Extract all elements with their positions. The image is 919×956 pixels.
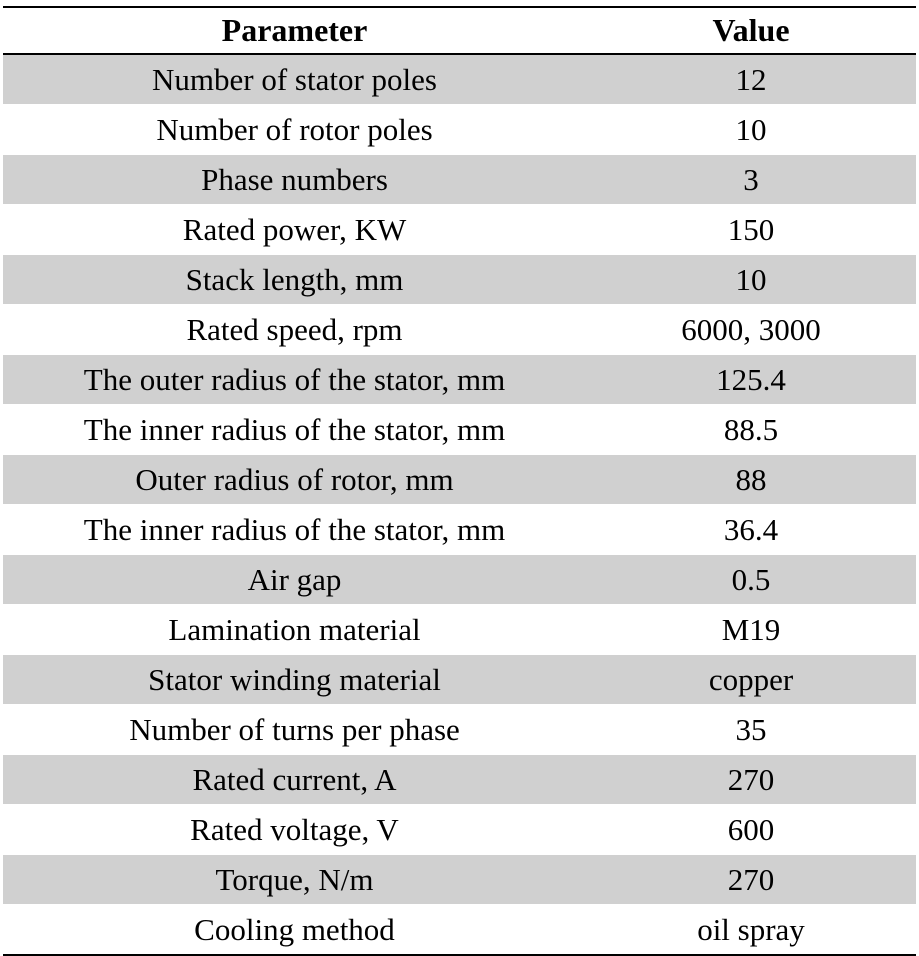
table-row <box>3 555 916 605</box>
table-row <box>3 805 916 855</box>
cell-value: 88.5 <box>586 405 916 455</box>
cell-parameter: Air gap <box>3 555 586 605</box>
cell-value: 88 <box>586 455 916 505</box>
cell-value: M19 <box>586 605 916 655</box>
table-row <box>3 455 916 505</box>
table-row <box>3 505 916 555</box>
cell-parameter: Phase numbers <box>3 155 586 205</box>
cell-parameter: Rated current, A <box>3 755 586 805</box>
cell-parameter: Stator winding material <box>3 655 586 705</box>
cell-value: 10 <box>586 255 916 305</box>
cell-value: 150 <box>586 205 916 255</box>
header-row <box>3 7 916 54</box>
table-header <box>3 7 916 54</box>
table-row <box>3 54 916 105</box>
cell-parameter: Cooling method <box>3 905 586 956</box>
cell-value: copper <box>586 655 916 705</box>
table-row <box>3 655 916 705</box>
table-row <box>3 305 916 355</box>
cell-parameter: Number of stator poles <box>3 54 586 105</box>
table-row <box>3 405 916 455</box>
header-value: Value <box>712 12 790 48</box>
table-row <box>3 705 916 755</box>
cell-parameter: Rated speed, rpm <box>3 305 586 355</box>
cell-parameter: Rated power, KW <box>3 205 586 255</box>
parameter-table-container <box>3 6 916 956</box>
table-row <box>3 755 916 805</box>
cell-value: 3 <box>586 155 916 205</box>
parameter-table <box>3 6 916 956</box>
cell-value: 10 <box>586 105 916 155</box>
cell-parameter: Outer radius of rotor, mm <box>3 455 586 505</box>
cell-parameter: The inner radius of the stator, mm <box>3 405 586 455</box>
cell-value: 6000, 3000 <box>586 305 916 355</box>
table-row <box>3 105 916 155</box>
header-parameter: Parameter <box>221 12 368 48</box>
cell-parameter: Lamination material <box>3 605 586 655</box>
cell-parameter: Number of turns per phase <box>3 705 586 755</box>
table-row <box>3 205 916 255</box>
table-row <box>3 905 916 956</box>
cell-value: 125.4 <box>586 355 916 405</box>
cell-parameter: Rated voltage, V <box>3 805 586 855</box>
cell-parameter: The inner radius of the stator, mm <box>3 505 586 555</box>
cell-value: oil spray <box>586 905 916 956</box>
cell-value: 36.4 <box>586 505 916 555</box>
cell-parameter: Torque, N/m <box>3 855 586 905</box>
cell-parameter: The outer radius of the stator, mm <box>3 355 586 405</box>
cell-value: 600 <box>586 805 916 855</box>
table-row <box>3 355 916 405</box>
table-row <box>3 855 916 905</box>
table-row <box>3 605 916 655</box>
cell-value: 12 <box>586 54 916 105</box>
table-row <box>3 255 916 305</box>
cell-value: 0.5 <box>586 555 916 605</box>
cell-value: 35 <box>586 705 916 755</box>
cell-value: 270 <box>586 855 916 905</box>
table-body <box>3 54 916 955</box>
table-row <box>3 155 916 205</box>
cell-parameter: Stack length, mm <box>3 255 586 305</box>
cell-parameter: Number of rotor poles <box>3 105 586 155</box>
cell-value: 270 <box>586 755 916 805</box>
